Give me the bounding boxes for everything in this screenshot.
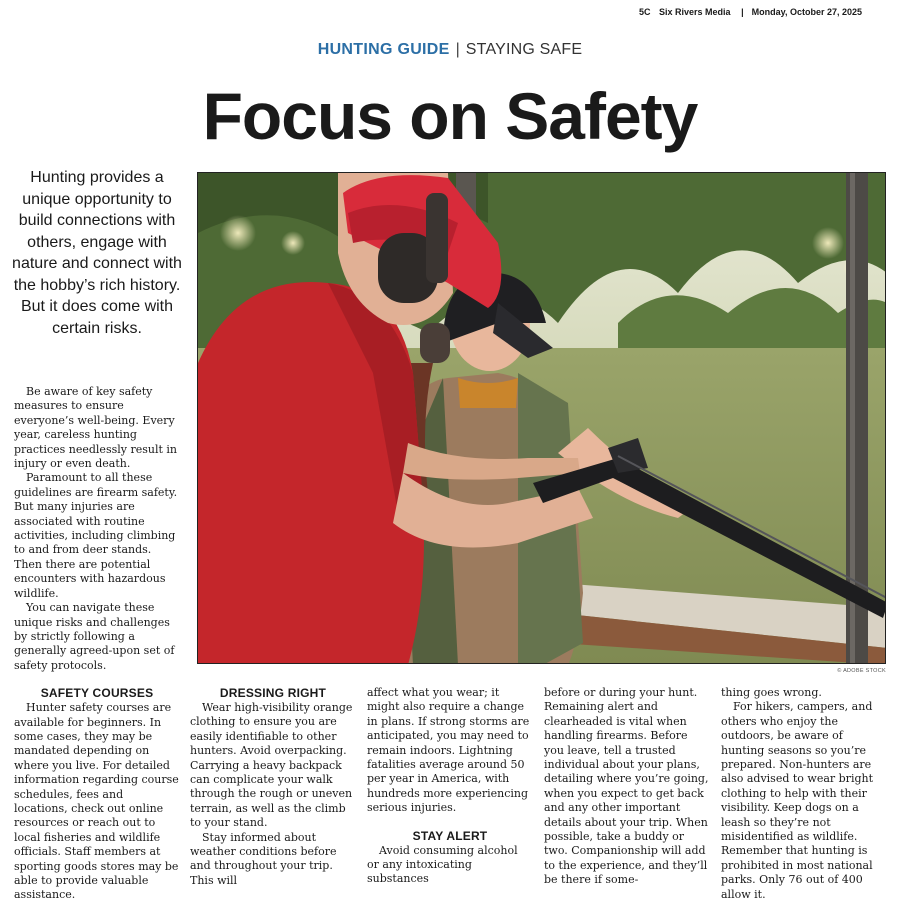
paragraph: Wear high-visibility orange clothing to ensure you are easily identifiable to other hunters. Avoid overpacking. Carrying a heavy backpack can complicate your walk through the rough or uneven terrain, as well as the climb to your stand. xyxy=(190,701,353,830)
folio-separator: | xyxy=(741,7,744,17)
paragraph: For hikers, campers, and others who enjoy the outdoors, be aware of hunting seasons so you’re prepared. Non-hunters are also advised to wear bright clothing to help with their visibility. Keep dogs on a leash so they’re not misidentified as wildlife. Remember that hunting is prohibited in most national parks. Only 76 out of 400 allow it. xyxy=(721,700,874,901)
kicker-topic: STAYING SAFE xyxy=(465,41,583,58)
photo-illustration xyxy=(198,173,886,664)
page-folio xyxy=(633,7,862,17)
headline: Focus on Safety xyxy=(202,79,698,153)
article-column-1 xyxy=(14,385,180,903)
paragraph: affect what you wear; it might also require a change in plans. If strong storms are anticipated, you may need to remain indoors. Lightning fatalities average around 50 per year in America, with hundreds more experiencing serious injuries. xyxy=(367,686,530,815)
article-column-4 xyxy=(544,686,710,888)
intro-deck: Hunting provides a unique opportunity to build connections with others, engage with nature and connect with the hobby’s rich history. But it does come with certain risks. xyxy=(12,169,182,337)
issue-date: Monday, October 27, 2025 xyxy=(751,7,862,17)
hunting-photo xyxy=(197,172,886,664)
paragraph: Stay informed about weather conditions before and throughout your trip. This will xyxy=(190,830,337,887)
page-number: 5C xyxy=(639,7,651,17)
photo-credit: © ADOBE STOCK xyxy=(837,668,886,674)
section-kicker xyxy=(0,41,900,59)
article-column-3 xyxy=(367,686,533,887)
subhead-dressing-right: DRESSING RIGHT xyxy=(219,686,327,700)
paragraph: Avoid consuming alcohol or any intoxicating substances xyxy=(367,843,518,886)
kicker-section: HUNTING GUIDE xyxy=(317,41,450,58)
subhead-stay-alert: STAY ALERT xyxy=(412,828,488,843)
subhead-safety-courses: SAFETY COURSES xyxy=(40,686,154,701)
article-column-2 xyxy=(190,686,356,888)
article-column-5 xyxy=(721,686,889,902)
paragraph: before or during your hunt. Remaining alert and clearheaded is vital when handling firearms. Before you leave, tell a trusted individual about your plans, detailing where you’re going, when you expect to get back and any other important details about your trip. When possible, take a buddy or two. Companionship will add to the experience, and they’ll be there if some- xyxy=(544,686,709,887)
paragraph: Paramount to all these guidelines are firearm safety. But many injuries are associated with routine activities, including climbing to and from deer stands. Then there are potential encounters with hazardous wildlife. xyxy=(14,471,178,600)
kicker-separator: | xyxy=(455,41,460,58)
paragraph: Hunter safety courses are available for beginners. In some cases, they may be mandated depending on where you live. For detailed information regarding course schedules, fees and locations, check out online resources or reach out to local fisheries and wildlife officials. Staff members at sporting goods stores may be able to provide valuable assistance. xyxy=(14,701,179,902)
publication-name: Six Rivers Media xyxy=(659,7,731,17)
paragraph: Be aware of key safety measures to ensure everyone’s well-being. Every year, careless hunting practices needlessly result in injury or even death. xyxy=(14,385,177,471)
paragraph: thing goes wrong. xyxy=(721,686,822,699)
paragraph: You can navigate these unique risks and challenges by strictly following a generally agreed-upon set of safety protocols. xyxy=(14,601,175,672)
